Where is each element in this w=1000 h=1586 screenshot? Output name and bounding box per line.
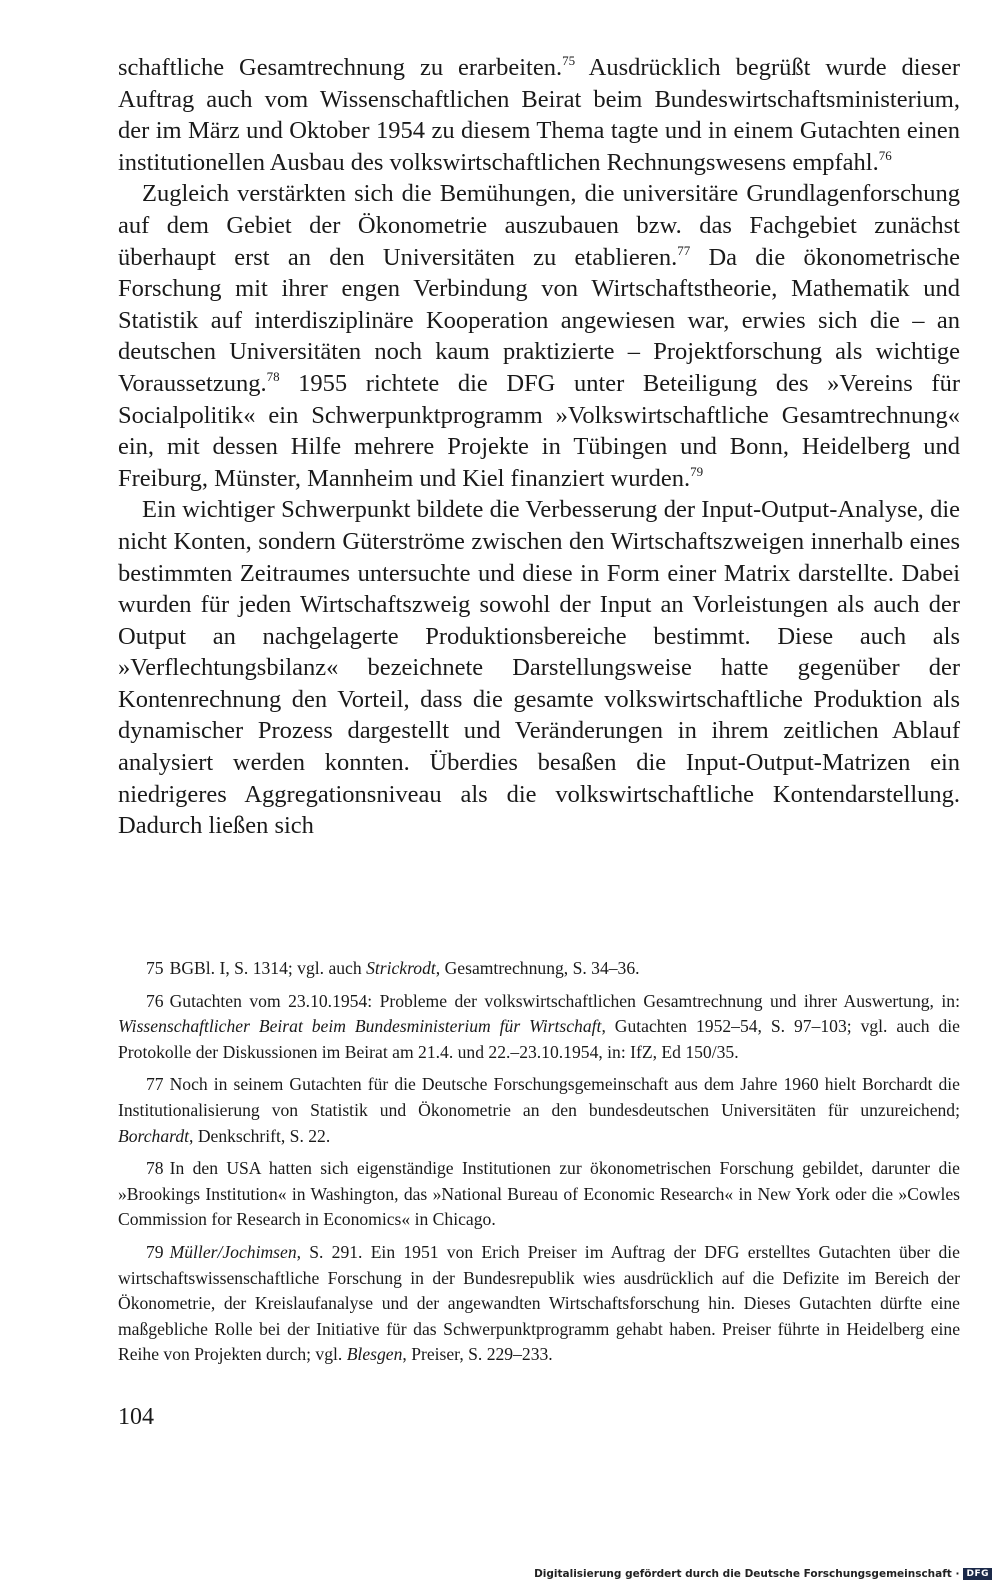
paragraph-3: Ein wichtiger Schwerpunkt bildete die Verbesserung der Input-Output-Analyse, die nicht Konten, sondern Güterströme zwischen den Wirtschaftszweigen innerhalb eines bestimmten Zeitraumes untersuchte und diese in Form einer Matrix darstellte. Dabei wurden für jeden Wirtschaftszweig sowohl der Input an Vorleistungen als auch der Output an nachgelagerte Produktionsbereiche bestimmt. Diese auch als »Verflechtungsbilanz« bezeichnete Darstellungsweise hatte gegenüber der Kontenrechnung den Vorteil, dass die gesamte volkswirtschaftliche Produktion als dynamischer Prozess dargestellt und Veränderungen in ihrem zeitlichen Ablauf analysiert werden konnten. Überdies besaßen die Input-Output-Matrizen ein niedrigeres Aggregationsniveau als die volkswirtschaftliche Kontendarstellung. Dadurch ließen sich	[118, 496, 960, 840]
footnote-ref-79: 79	[690, 463, 704, 479]
page-number: 104	[118, 1404, 154, 1430]
footnote-79: 79 Müller/Jochimsen, S. 291. Ein 1951 von Erich Preiser im Auftrag der DFG erstelltes Gutachten über die wirtschaftswissenschaftliche Forschung in der Bundesrepublik wies ausdrücklich auf die Defizite im Bereich der Ökonometrie, der Kreislaufanalyse und der angewandten Wirtschaftsforschung hin. Dieses Gutachten dürfte eine maßgebliche Rolle bei der Initiative für das Schwerpunktprogramm gehabt haben. Preiser führte in Heidelberg eine Reihe von Projekten durch; vgl. Blesgen, Preiser, S. 229–233.	[118, 1241, 960, 1365]
footer-text: Digitalisierung gefördert durch die Deutsche Forschungsgemeinschaft ·	[534, 1568, 960, 1580]
footnote-ref-78: 78	[266, 368, 280, 384]
footnote-76: 76 Gutachten vom 23.10.1954: Probleme der volkswirtschaftlichen Gesamtrechnung und ihrer Auswertung, in: Wissenschaftlicher Beirat beim Bundesministerium für Wirtschaft, Gutachten 1952–54, S. 97–103; vgl. auch die Protokolle der Diskussionen im Beirat am 21.4. und 22.–23.10.1954, in: IfZ, Ed 150/35.	[118, 990, 960, 1062]
footnote-77: 77 Noch in seinem Gutachten für die Deutsche Forschungsgemeinschaft aus dem Jahre 1960 hielt Borchardt die Institutionalisierung von Statistik und Ökonometrie an den bundesdeutschen Universitäten für unzureichend; Borchardt, Denkschrift, S. 22.	[118, 1074, 960, 1146]
footnote-ref-75: 75	[562, 53, 576, 68]
dfg-logo: DFG	[963, 1568, 992, 1580]
footnote-ref-77: 77	[677, 242, 691, 258]
footnotes	[118, 956, 960, 1375]
footnote-ref-76: 76	[878, 147, 892, 163]
digitization-footer	[534, 1568, 992, 1580]
main-text	[118, 52, 960, 842]
paragraph-1: schaftliche Gesamtrechnung zu erarbeiten.$^{75}$ Ausdrücklich begrüßt wurde dieser Auftrag auch vom Wissenschaftlichen Beirat beim Bundeswirtschaftsministerium, der im März und Oktober 1954 zu diesem Thema tagte und in einem Gutachten einen institutionellen Ausbau des volkswirtschaftlichen Rechnungswesens empfahl.$^{76}$	[118, 53, 960, 176]
paragraph-2: Zugleich verstärkten sich die Bemühungen, die universitäre Grundlagenforschung auf dem Gebiet der Ökonometrie auszubauen bzw. das Fachgebiet zunächst überhaupt erst an den Universitäten zu etablieren.$^{77}$ Da die ökonometrische Forschung mit ihrer engen Verbindung von Wirtschaftstheorie, Mathematik und Statistik auf interdisziplinäre Kooperation angewiesen war, erwies sich die – an deutschen Universitäten noch kaum praktizierte – Projektforschung als wichtige Voraussetzung.$^{78}$ 1955 richtete die DFG unter Beteiligung des »Vereins für Socialpolitik« ein Schwerpunktprogramm »Volkswirtschaftliche Gesamtrechnung« ein, mit dessen Hilfe mehrere Projekte in Tübingen und Bonn, Heidelberg und Freiburg, Münster, Mannheim und Kiel finanziert wurden.$^{79}$	[118, 180, 960, 492]
footnote-75: 75 BGBl. I, S. 1314; vgl. auch Strickrodt, Gesamtrechnung, S. 34–36.	[146, 958, 640, 978]
book-page	[118, 52, 960, 1430]
footnote-78: 78 In den USA hatten sich eigenständige Institutionen zur ökonometrischen Forschung gebildet, darunter die »Brookings Institution« in Washington, das »National Bureau of Economic Research« in New York oder die »Cowles Commission for Research in Economics« in Chicago.	[118, 1158, 960, 1230]
